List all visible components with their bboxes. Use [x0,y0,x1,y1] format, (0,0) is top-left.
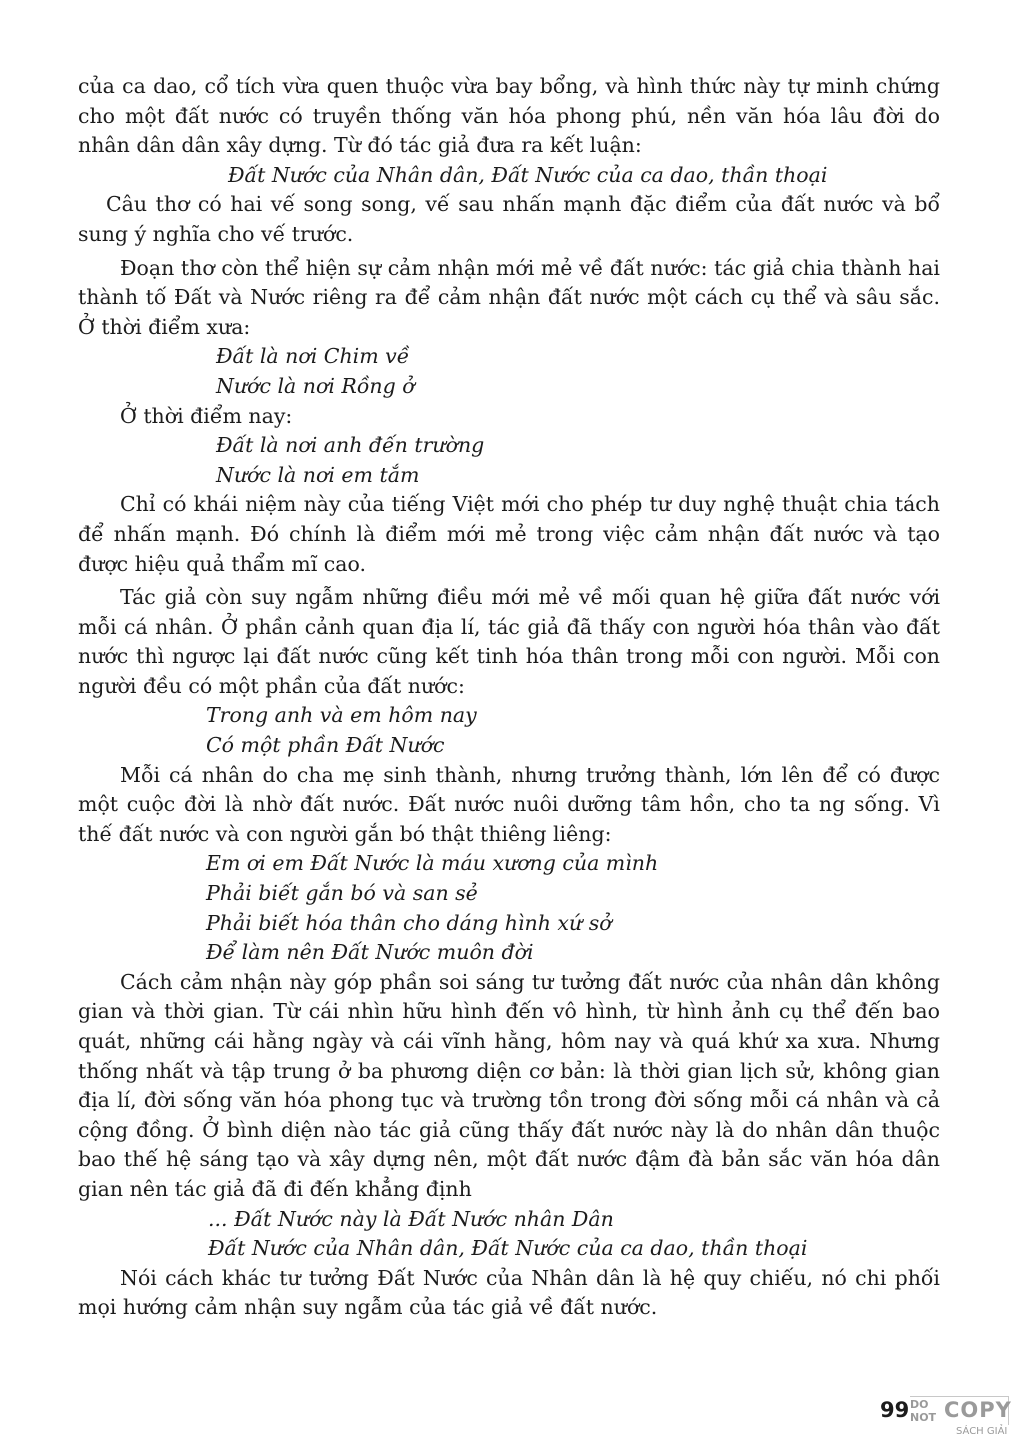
verse-line: Trong anh và em hôm nay [206,703,477,728]
verse-line: Phải biết hóa thân cho dáng hình xứ sở [206,910,612,935]
verse-line: Có một phần Đất Nước [206,733,445,758]
watermark-do: DO [910,1398,929,1411]
verse-line: Phải biết gắn bó và san sẻ [206,881,478,906]
verse-line: ... Đất Nước này là Đất Nước nhân Dân [208,1206,614,1231]
watermark-not: NOT [910,1411,937,1424]
watermark-sach: SÁCH GIẢI [956,1426,1008,1437]
paragraph-7: Mỗi cá nhân do cha mẹ sinh thành, nhưng trưởng thành, lớn lên để có được một cuộc đời là nhờ đất nước. Đất nước nuôi dưỡng tâm hồn, cho ta ng sống. Vì thế đất nước và con người gắn bó thật thiêng liêng: [78,762,940,846]
verse-line: Đất là nơi anh đến trường [216,433,485,458]
paragraph-5: Chỉ có khái niệm này của tiếng Việt mới cho phép tư duy nghệ thuật chia tách để nhấn mạnh. Đó chính là điểm mới mẻ trong việc cảm nhận đất nước và tạo được hiệu quả thẩm mĩ cao. [78,492,940,576]
verse-line: Đất Nước của Nhân dân, Đất Nước của ca dao, thần thoại [208,1236,808,1261]
watermark-logo [910,1396,1014,1442]
paragraph-2: Câu thơ có hai vế song song, vế sau nhấn mạnh đặc điểm của đất nước và bổ sung ý nghĩa cho vế trước. [78,192,940,246]
verse-line: Em ơi em Đất Nước là máu xương của mình [206,851,659,876]
page-body [78,72,940,1323]
page-number: 99 [880,1398,910,1422]
verse-line: Nước là nơi em tắm [216,462,420,487]
paragraph-1: của ca dao, cổ tích vừa quen thuộc vừa bay bổng, và hình thức này tự minh chứng cho một đất nước có truyền thống văn hóa phong phú, nền văn hóa lâu đời do nhân dân dân xây dựng. Từ đó tác giả đưa ra kết luận: [78,74,940,158]
paragraph-6: Tác giả còn suy ngẫm những điều mới mẻ về mối quan hệ giữa đất nước với mỗi cá nhân. Ở phần cảnh quan địa lí, tác giả đã thấy con người hóa thân vào đất nước thì ngược lại đất nước cũng kết tinh hóa thân trong mỗi con người. Mỗi con người đều có một phần của đất nước: [78,585,940,698]
paragraph-8: Cách cảm nhận này góp phần soi sáng tư tưởng đất nước của nhân dân không gian và thời gian. Từ cái nhìn hữu hình đến vô hình, từ hình ảnh cụ thể đến bao quát, những cái hằng ngày và cái vĩnh hằng, hôm nay và quá khứ xa xưa. Nhưng thống nhất và tập trung ở ba phương diện cơ bản: là thời gian lịch sử, không gian địa lí, đời sống văn hóa phong tục và trường tồn trong đời sống mỗi cá nhân và cả cộng đồng. Ở bình diện nào tác giả cũng thấy đất nước này là do nhân dân thuộc bao thế hệ sáng tạo và xây dựng nên, một đất nước đậm đà bản sắc văn hóa dân gian nên tác giả đã đi đến khẳng định [78,969,940,1201]
paragraph-3: Đoạn thơ còn thể hiện sự cảm nhận mới mẻ về đất nước: tác giả chia thành hai thành tố Đất và Nước riêng ra để cảm nhận đất nước một cách cụ thể và sâu sắc. Ở thời điểm xưa: [78,255,940,339]
verse-line: Đất là nơi Chim về [216,344,410,369]
verse-line: Để làm nên Đất Nước muôn đời [206,940,534,965]
watermark-copy: COPY [944,1398,1012,1422]
verse-line: Nước là nơi Rồng ở [216,373,415,398]
verse-line: Đất Nước của Nhân dân, Đất Nước của ca dao, thần thoại [228,162,828,187]
paragraph-4: Ở thời điểm nay: [120,403,293,428]
paragraph-9: Nói cách khác tư tưởng Đất Nước của Nhân dân là hệ quy chiếu, nó chi phối mọi hướng cảm nhận suy ngẫm của tác giả về đất nước. [78,1265,940,1320]
